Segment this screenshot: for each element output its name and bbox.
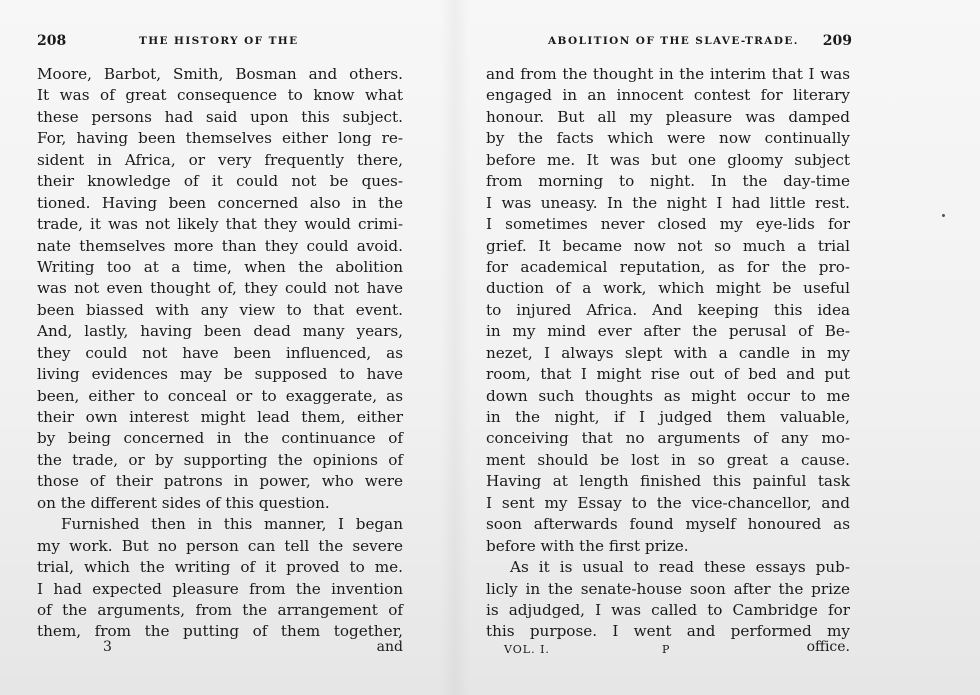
- left-running-head-title: THE HISTORY OF THE: [139, 35, 299, 47]
- left-page: [37, 0, 403, 695]
- text-line: For, having been themselves either long re-: [37, 129, 403, 148]
- text-line: this purpose. I went and performed my: [486, 622, 850, 641]
- text-line: before me. It was but one gloomy subject: [486, 150, 850, 169]
- text-line: is adjudged, I was called to Cambridge for: [486, 600, 850, 619]
- text-line: by the facts which were now continually: [486, 129, 850, 148]
- text-line: nate themselves more than they could avoid.: [37, 236, 403, 255]
- text-line: the trade, or by supporting the opinions of: [37, 450, 403, 469]
- catchword: and: [376, 639, 403, 655]
- text-line: And, lastly, having been dead many years,: [37, 322, 403, 341]
- text-line: duction of a work, which might be useful: [486, 279, 850, 298]
- text-line: on the different sides of this question.: [37, 493, 330, 512]
- right-running-head: [486, 33, 850, 53]
- text-line: before with the first prize.: [486, 536, 689, 555]
- ink-speck: [941, 213, 945, 217]
- text-line: nezet, I always slept with a candle in my: [486, 343, 850, 362]
- signature-mark: P: [662, 643, 670, 656]
- text-line: my work. But no person can tell the severe: [37, 536, 403, 555]
- right-page: [486, 0, 850, 695]
- text-line: licly in the senate-house soon after the prize: [486, 579, 850, 598]
- text-line: Writing too at a time, when the abolition: [37, 257, 403, 276]
- text-line: in the night, if I judged them valuable,: [486, 408, 850, 426]
- text-line: Moore, Barbot, Smith, Bosman and others.: [37, 65, 403, 83]
- text-line: they could not have been influenced, as: [37, 343, 403, 362]
- text-line: soon afterwards found myself honoured as: [486, 515, 850, 534]
- text-line: I sent my Essay to the vice-chancellor, and: [486, 493, 850, 512]
- text-line: their own interest might lead them, either: [37, 408, 403, 426]
- text-line: those of their patrons in power, who were: [37, 472, 403, 491]
- text-line: by being concerned in the continuance of: [37, 429, 403, 448]
- text-line: to injured Africa. And keeping this idea: [486, 300, 850, 319]
- catchword: office.: [806, 639, 850, 655]
- text-line: conceiving that no arguments of any mo-: [486, 429, 850, 448]
- text-line: It was of great consequence to know what: [37, 86, 403, 105]
- text-line: room, that I might rise out of bed and put: [486, 365, 850, 384]
- left-footer: [37, 639, 403, 661]
- text-line: for academical reputation, as for the pro-: [486, 257, 850, 276]
- text-line: and from the thought in the interim that I was: [486, 65, 850, 83]
- text-line: down such thoughts as might occur to me: [486, 386, 850, 405]
- text-line: in my mind ever after the perusal of Be-: [486, 322, 850, 341]
- text-line: their knowledge of it could not be ques-: [37, 172, 403, 191]
- left-running-head: [37, 33, 403, 53]
- signature-mark: 3: [103, 639, 112, 655]
- right-page-number: 209: [822, 33, 852, 49]
- text-line: Furnished then in this manner, I began: [61, 515, 403, 534]
- text-line: of the arguments, from the arrangement of: [37, 600, 403, 619]
- left-page-number: 208: [37, 33, 67, 49]
- text-line: been biassed with any view to that event.: [37, 300, 403, 319]
- text-line: As it is usual to read these essays pub-: [510, 558, 850, 577]
- right-footer: [486, 639, 850, 661]
- text-line: ment should be lost in so great a cause.: [486, 450, 850, 469]
- text-line: was not even thought of, they could not have: [37, 279, 403, 298]
- text-line: I was uneasy. In the night I had little rest.: [486, 193, 850, 212]
- right-body-text: [486, 64, 850, 643]
- text-line: I had expected pleasure from the invention: [37, 579, 403, 598]
- text-line: I sometimes never closed my eye-lids for: [486, 215, 850, 234]
- text-line: Having at length finished this painful task: [486, 472, 850, 491]
- text-line: trade, it was not likely that they would crimi-: [37, 215, 403, 234]
- volume-mark: VOL. I.: [504, 643, 550, 656]
- text-line: honour. But all my pleasure was damped: [486, 107, 850, 126]
- text-line: living evidences may be supposed to have: [37, 365, 403, 384]
- text-line: engaged in an innocent contest for literary: [486, 86, 850, 105]
- book-gutter: [440, 0, 470, 695]
- text-line: been, either to conceal or to exaggerate, as: [37, 386, 403, 405]
- right-running-head-title: ABOLITION OF THE SLAVE-TRADE.: [548, 35, 799, 47]
- text-line: these persons had said upon this subject.: [37, 107, 403, 126]
- text-line: trial, which the writing of it proved to me.: [37, 558, 403, 577]
- text-line: from morning to night. In the day-time: [486, 172, 850, 191]
- text-line: tioned. Having been concerned also in the: [37, 193, 403, 212]
- text-line: sident in Africa, or very frequently there,: [37, 150, 403, 169]
- left-body-text: [37, 64, 403, 643]
- text-line: grief. It became now not so much a trial: [486, 236, 850, 255]
- text-line: them, from the putting of them together,: [37, 622, 403, 641]
